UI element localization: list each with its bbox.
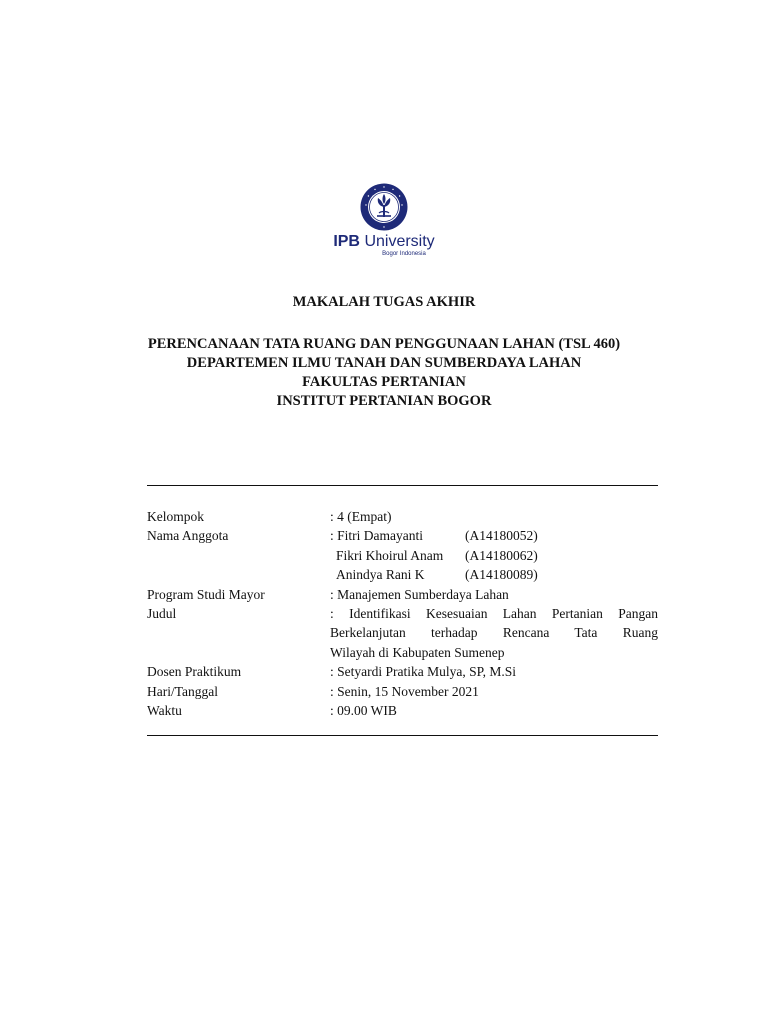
value-kelompok: : 4 (Empat)	[330, 509, 392, 524]
label-prodi: Program Studi Mayor	[147, 586, 265, 602]
member-nim: (A14180089)	[465, 567, 538, 583]
label-anggota: Nama Anggota	[147, 528, 229, 544]
brand-wordmark	[333, 233, 434, 251]
value-prodi: : Manajemen Sumberdaya Lahan	[330, 586, 509, 602]
member-item	[330, 546, 658, 565]
judul-line-3: Wilayah di Kabupaten Sumenep	[330, 644, 505, 660]
value-waktu: : 09.00 WIB	[330, 703, 397, 719]
info-row-prodi	[147, 585, 658, 604]
course-title: PERENCANAAN TATA RUANG DAN PENGGUNAAN LAHAN (TSL 460)	[147, 336, 621, 352]
brand-university: University	[364, 233, 435, 250]
institute-title: INSTITUT PERTANIAN BOGOR	[276, 393, 492, 409]
info-row-kelompok	[147, 507, 658, 526]
faculty-title: FAKULTAS PERTANIAN	[302, 374, 466, 390]
ipb-seal-icon	[360, 183, 408, 231]
member-item	[330, 526, 658, 545]
member-name: Fikri Khoirul Anam	[336, 547, 444, 563]
brand-tagline: Bogor Indonesia	[382, 251, 426, 257]
divider-top	[147, 485, 658, 486]
info-row-dosen	[147, 662, 658, 681]
brand-ipb: IPB	[333, 233, 360, 250]
judul-line-1: : Identifikasi Kesesuaian Lahan Pertanian Pangan	[330, 606, 658, 622]
label-waktu: Waktu	[147, 703, 182, 719]
info-row-tanggal	[147, 682, 658, 701]
label-kelompok: Kelompok	[147, 509, 204, 524]
member-list	[330, 526, 658, 584]
ipb-logo	[0, 183, 768, 258]
label-dosen: Dosen Praktikum	[147, 664, 242, 680]
member-item	[330, 565, 658, 584]
info-row-judul	[147, 604, 658, 662]
value-tanggal: : Senin, 15 November 2021	[330, 683, 479, 699]
course-title-block	[0, 335, 768, 411]
judul-line-2: Berkelanjutan terhadap Rencana Tata Ruang	[330, 625, 658, 641]
value-judul	[330, 604, 658, 662]
divider-bottom	[147, 735, 658, 736]
label-judul: Judul	[147, 606, 177, 622]
info-row-anggota	[147, 526, 658, 584]
info-row-waktu	[147, 701, 658, 720]
member-nim: (A14180052)	[465, 528, 538, 544]
info-table	[147, 507, 658, 720]
label-tanggal: Hari/Tanggal	[147, 683, 219, 699]
doc-type-title: MAKALAH TUGAS AKHIR	[292, 294, 476, 310]
member-name: Anindya Rani K	[336, 567, 425, 583]
department-title: DEPARTEMEN ILMU TANAH DAN SUMBERDAYA LAHAN	[186, 355, 582, 371]
member-name: : Fitri Damayanti	[330, 528, 423, 544]
value-dosen: : Setyardi Pratika Mulya, SP, M.Si	[330, 664, 517, 680]
member-nim: (A14180062)	[465, 547, 538, 563]
